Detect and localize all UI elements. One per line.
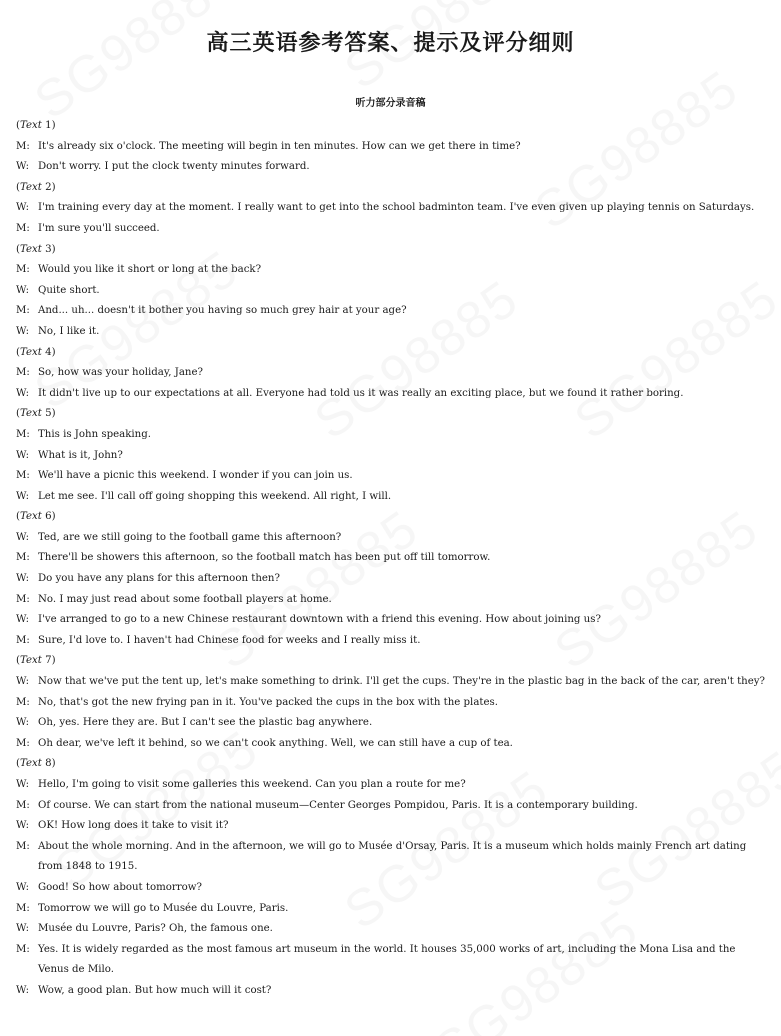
dialogue-line — [16, 466, 765, 487]
dialogue-line — [16, 446, 765, 467]
dialogue-line — [16, 198, 765, 219]
dialogue-line — [16, 610, 765, 631]
transcript — [16, 116, 765, 1002]
speaker-label: M: — [16, 634, 30, 646]
speaker-label: W: — [16, 614, 30, 626]
dialogue-text: We'll have a picnic this weekend. I wonder if you can join us. — [38, 470, 353, 482]
dialogue-text: What is it, John? — [38, 449, 123, 461]
text-section-label: (Text 3) — [16, 243, 56, 255]
speaker-label: W: — [16, 881, 30, 893]
dialogue-text: Yes. It is widely regarded as the most famous art museum in the world. It houses 35,000 works of art, including the Mona Lisa and the Venus de Milo. — [38, 943, 736, 976]
dialogue-line — [16, 775, 765, 796]
section-heading: 听力部分录音稿 — [355, 98, 426, 109]
dialogue-line — [16, 384, 765, 405]
dialogue-line — [16, 590, 765, 611]
speaker-label: M: — [16, 593, 30, 605]
dialogue-line — [16, 569, 765, 590]
dialogue-line — [16, 713, 765, 734]
dialogue-line — [16, 796, 765, 817]
text-section-label: (Text 2) — [16, 181, 56, 193]
dialogue-line — [16, 528, 765, 549]
dialogue-text: Would you like it short or long at the back? — [38, 264, 262, 276]
dialogue-line — [16, 548, 765, 569]
dialogue-text: Now that we've put the tent up, let's make something to drink. I'll get the cups. They're in the plastic bag in the back of the car, aren't they? — [38, 676, 765, 688]
dialogue-text: Quite short. — [38, 284, 100, 296]
dialogue-text: Don't worry. I put the clock twenty minutes forward. — [38, 161, 310, 173]
dialogue-text: About the whole morning. And in the afternoon, we will go to Musée d'Orsay, Paris. It is a museum which holds mainly French art dating from 1848 to 1915. — [38, 840, 747, 873]
dialogue-text: I'm training every day at the moment. I really want to get into the school badminton team. I've even given up playing tennis on Saturdays. — [38, 202, 755, 214]
dialogue-text: Hello, I'm going to visit some galleries this weekend. Can you plan a route for me? — [38, 779, 466, 790]
dialogue-text: Wow, a good plan. But how much will it cost? — [38, 984, 272, 996]
speaker-label: W: — [16, 676, 30, 688]
speaker-label: W: — [16, 779, 30, 790]
speaker-label: W: — [16, 717, 30, 729]
dialogue-text: I'm sure you'll succeed. — [38, 222, 160, 234]
dialogue-text: Oh, yes. Here they are. But I can't see the plastic bag anywhere. — [38, 717, 373, 729]
speaker-label: W: — [16, 820, 30, 832]
speaker-label: M: — [16, 696, 30, 708]
speaker-label: W: — [16, 490, 30, 502]
dialogue-text: Of course. We can start from the national museum—Center Georges Pompidou, Paris. It is a contemporary building. — [38, 799, 638, 811]
speaker-label: M: — [16, 140, 30, 152]
dialogue-line — [16, 631, 765, 652]
speaker-label: M: — [16, 222, 30, 234]
text-section-label: (Text 1) — [16, 120, 56, 131]
dialogue-line — [16, 137, 765, 158]
dialogue-line — [16, 425, 765, 446]
dialogue-text: Let me see. I'll call off going shopping this weekend. All right, I will. — [38, 490, 392, 502]
dialogue-text: Sure, I'd love to. I haven't had Chinese food for weeks and I really miss it. — [38, 634, 421, 646]
text-section-label: (Text 6) — [16, 511, 56, 523]
speaker-label: M: — [16, 470, 30, 482]
text-section-label: (Text 4) — [16, 346, 56, 358]
dialogue-text: Good! So how about tomorrow? — [38, 881, 202, 893]
dialogue-text: There'll be showers this afternoon, so the football match has been put off till tomorrow. — [38, 552, 491, 564]
speaker-label: W: — [16, 161, 30, 173]
dialogue-line — [16, 281, 765, 302]
speaker-label: W: — [16, 202, 30, 214]
speaker-label: M: — [16, 840, 30, 852]
speaker-label: M: — [16, 737, 30, 749]
speaker-label: M: — [16, 799, 30, 811]
dialogue-line — [16, 693, 765, 714]
speaker-label: W: — [16, 387, 30, 399]
speaker-label: W: — [16, 573, 30, 585]
dialogue-line — [16, 981, 765, 1002]
dialogue-text: And... uh... doesn't it bother you having so much grey hair at your age? — [38, 305, 407, 317]
dialogue-text: This is John speaking. — [38, 428, 151, 440]
speaker-label: W: — [16, 531, 30, 543]
speaker-label: W: — [16, 984, 30, 996]
speaker-label: M: — [16, 428, 30, 440]
speaker-label: M: — [16, 902, 30, 914]
speaker-label: W: — [16, 923, 30, 935]
dialogue-text: Musée du Louvre, Paris? Oh, the famous one. — [38, 923, 273, 935]
dialogue-text: Oh dear, we've left it behind, so we can't cook anything. Well, we can still have a cup of tea. — [38, 737, 513, 749]
dialogue-text: No, I like it. — [38, 325, 100, 337]
dialogue-line — [16, 260, 765, 281]
speaker-label: W: — [16, 449, 30, 461]
dialogue-line — [16, 899, 765, 920]
speaker-label: M: — [16, 305, 30, 317]
text-section-label: (Text 5) — [16, 408, 56, 420]
dialogue-text: Ted, are we still going to the football game this afternoon? — [38, 531, 342, 543]
speaker-label: M: — [16, 943, 30, 955]
dialogue-line — [16, 322, 765, 343]
dialogue-line — [16, 301, 765, 322]
dialogue-line — [16, 219, 765, 240]
dialogue-text: No, that's got the new frying pan in it. You've packed the cups in the box with the plates. — [38, 696, 498, 708]
dialogue-line — [16, 487, 765, 508]
text-section-label: (Text 7) — [16, 655, 56, 667]
dialogue-text: I've arranged to go to a new Chinese restaurant downtown with a friend this evening. How about joining us? — [38, 614, 601, 626]
dialogue-text: No. I may just read about some football players at home. — [38, 593, 332, 605]
speaker-label: M: — [16, 367, 30, 379]
dialogue-text: It's already six o'clock. The meeting will begin in ten minutes. How can we get there in time? — [38, 140, 521, 152]
dialogue-text: OK! How long does it take to visit it? — [38, 820, 229, 832]
dialogue-line — [16, 837, 765, 878]
speaker-label: W: — [16, 284, 30, 296]
text-section-label: (Text 8) — [16, 758, 56, 770]
dialogue-line — [16, 878, 765, 899]
dialogue-text: Do you have any plans for this afternoon then? — [38, 573, 280, 585]
dialogue-line — [16, 816, 765, 837]
dialogue-line — [16, 734, 765, 755]
speaker-label: M: — [16, 264, 30, 276]
dialogue-line — [16, 672, 765, 693]
dialogue-line — [16, 940, 765, 981]
dialogue-line — [16, 157, 765, 178]
speaker-label: W: — [16, 325, 30, 337]
document-title: 高三英语参考答案、提示及评分细则 — [206, 31, 575, 56]
dialogue-line — [16, 919, 765, 940]
dialogue-text: So, how was your holiday, Jane? — [38, 367, 203, 379]
dialogue-line — [16, 363, 765, 384]
dialogue-text: It didn't live up to our expectations at all. Everyone had told us it was really an exciting place, but we found it rather boring. — [38, 387, 684, 399]
dialogue-text: Tomorrow we will go to Musée du Louvre, Paris. — [38, 902, 289, 914]
speaker-label: M: — [16, 552, 30, 564]
